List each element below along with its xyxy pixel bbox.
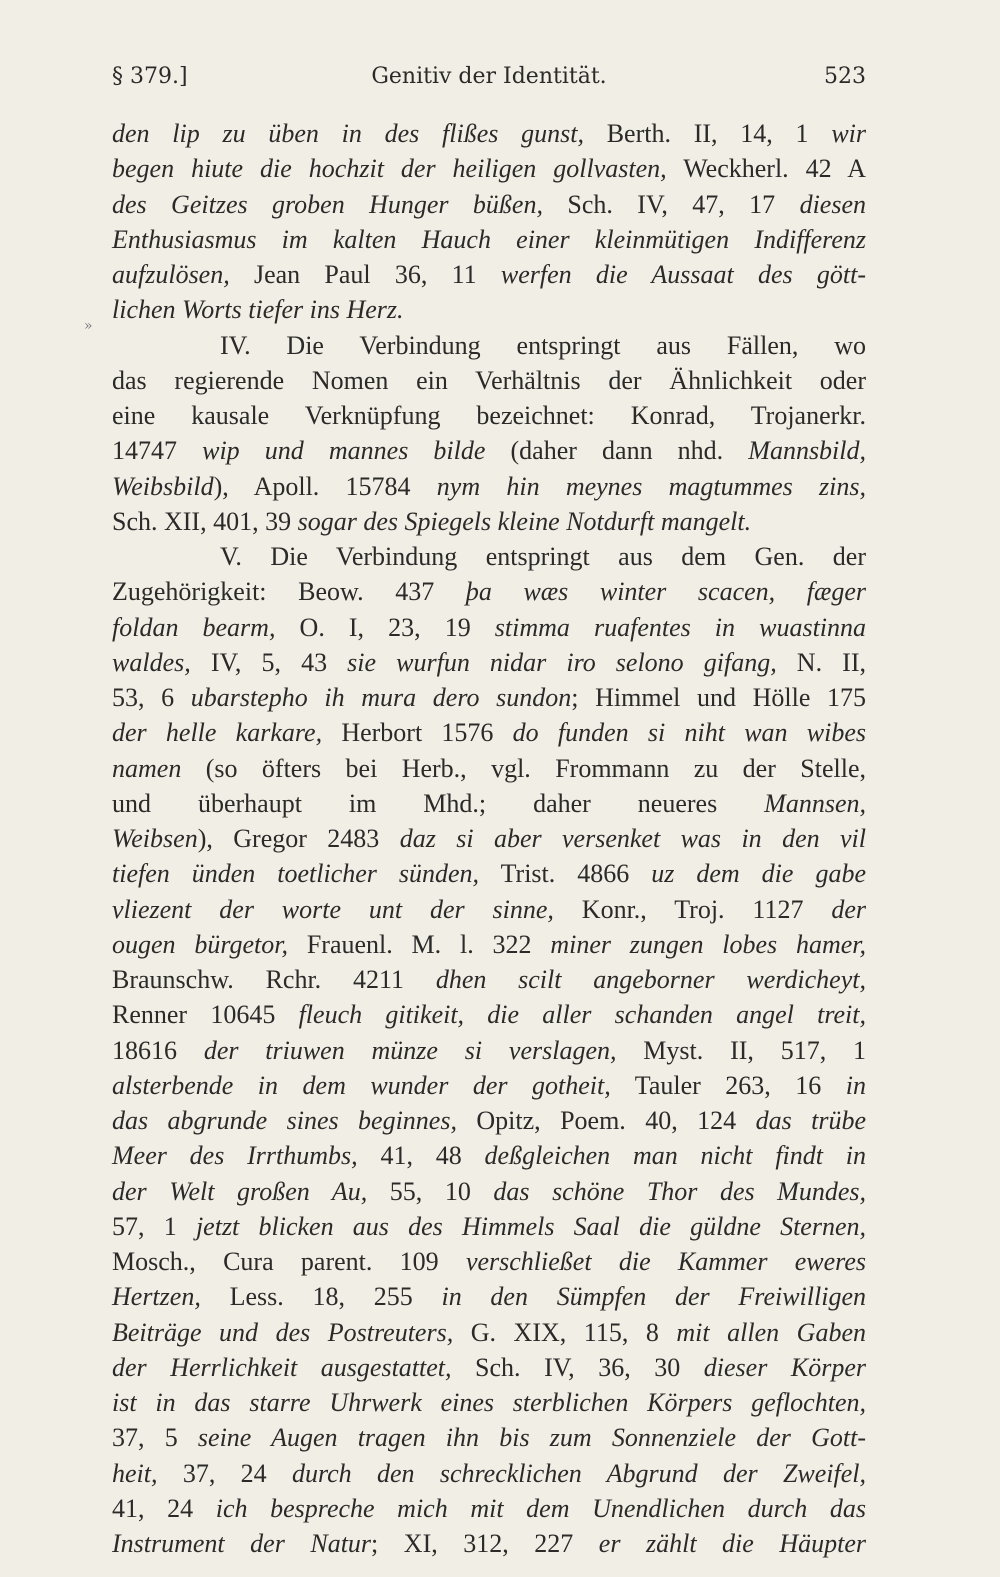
text-run: Myst. II, 517, 1	[616, 1035, 866, 1065]
text-line	[112, 1315, 866, 1350]
italic-text: fleuch gitikeit, die aller schanden angel treit,	[298, 1000, 866, 1030]
italic-text: begen hiute die hochzit der heiligen gollvasten,	[112, 154, 667, 184]
italic-text: ist in das starre Uhrwerk eines sterblichen Körpers geflochten,	[112, 1388, 866, 1417]
italic-text: stimma ruafentes in wuastinna	[494, 612, 867, 642]
text-line	[112, 363, 866, 398]
running-title: Genitiv der Identität.	[371, 64, 607, 89]
italic-text: das schöne Thor des Mundes,	[493, 1176, 866, 1206]
text-line	[112, 856, 866, 891]
text-line	[112, 1068, 866, 1103]
italic-text: in	[845, 1070, 867, 1100]
text-line	[112, 786, 866, 821]
italic-text: wir	[831, 119, 866, 148]
italic-text: der Welt großen Au,	[112, 1176, 368, 1206]
text-run: Sch. IV, 47, 17	[542, 189, 800, 219]
italic-text: Beiträge und des Postreuters,	[112, 1317, 454, 1347]
italic-text: Enthusiasmus im kalten Hauch einer kleinmütigen Indifferenz	[112, 224, 866, 254]
margin-mark: »	[84, 318, 93, 334]
italic-text: aufzulösen,	[112, 260, 230, 289]
italic-text: þa wæs winter scacen, fæger	[465, 577, 866, 607]
text-run: 57, 1	[112, 1211, 196, 1241]
italic-text: lichen Worts tiefer ins Herz.	[112, 295, 404, 325]
italic-text: ich bespreche mich mit dem Unendlichen durch das	[215, 1493, 867, 1523]
text-line	[112, 1279, 866, 1314]
text-run: (daher dann nhd.	[485, 436, 749, 466]
text-line	[112, 1033, 866, 1068]
italic-text: sie wurfun nidar iro selono gifang,	[347, 647, 777, 677]
text-line	[112, 751, 866, 786]
text-line	[112, 187, 866, 222]
italic-text: Mannsbild,	[748, 436, 867, 466]
text-run: eine kausale Verknüpfung bezeichnet: Konrad, Trojanerkr.	[112, 401, 866, 430]
text-run: 41, 24	[112, 1493, 216, 1523]
text-run: IV, 5, 43	[190, 647, 348, 677]
text-line	[112, 469, 866, 504]
text-line	[112, 328, 866, 363]
italic-text: heit,	[112, 1458, 158, 1488]
text-run: das regierende Nomen ein Verhältnis der Ähnlichkeit oder	[112, 365, 866, 395]
italic-text: daz si aber versenket was in den vil	[399, 824, 866, 853]
text-line	[112, 1491, 866, 1526]
page-number: 523	[824, 64, 866, 89]
italic-text: uz dem die gabe	[651, 859, 866, 889]
text-line	[112, 927, 866, 962]
italic-text: vliezent der worte unt der sinne,	[112, 894, 554, 924]
italic-text: seine Augen tragen ihn bis zum Sonnenziele der Gott-	[197, 1423, 867, 1453]
text-run: 55, 10	[367, 1176, 494, 1206]
text-run: Renner 10645	[112, 1000, 299, 1030]
text-run: ), Apoll. 15784	[213, 471, 437, 501]
italic-text: do funden si niht wan wibes	[512, 718, 867, 748]
text-line	[112, 1420, 866, 1455]
italic-text: er zählt die Häupter	[598, 1529, 866, 1558]
italic-text: sogar des Spiegels kleine Notdurft mangelt.	[297, 506, 752, 536]
text-line	[112, 645, 866, 680]
text-run: (so öfters bei Herb., vgl. Frommann zu der Stelle,	[181, 753, 866, 783]
text-run: O. I, 23, 19	[275, 612, 495, 642]
text-run: und überhaupt im Mhd.; daher neueres	[112, 788, 765, 818]
text-line	[112, 151, 866, 186]
text-run: Mosch., Cura parent. 109	[112, 1247, 466, 1276]
italic-text: waldes,	[112, 647, 191, 677]
text-run: N. II,	[776, 647, 866, 677]
italic-text: der triuwen münze si verslagen,	[203, 1035, 617, 1065]
italic-text: jetzt blicken aus des Himmels Saal die güldne Sternen,	[195, 1211, 867, 1241]
text-line	[112, 1209, 866, 1244]
italic-text: dhen scilt angeborner werdicheyt,	[435, 965, 866, 994]
text-line	[112, 1244, 866, 1279]
italic-text: das trübe	[755, 1106, 866, 1135]
text-run: IV. Die Verbindung entspringt aus Fällen, wo	[220, 330, 866, 360]
text-line	[112, 1138, 866, 1173]
section-number: § 379.]	[112, 64, 188, 89]
text-run: 53, 6	[112, 683, 191, 712]
italic-text: ougen bürgetor,	[112, 929, 289, 959]
italic-text: miner zungen lobes hamer,	[550, 929, 867, 959]
italic-text: diesen	[799, 189, 866, 219]
text-line	[112, 1350, 866, 1385]
text-line	[112, 222, 866, 257]
italic-text: verschließet die Kammer eweres	[465, 1247, 866, 1276]
text-line	[112, 680, 866, 715]
text-run: ; XI, 312, 227	[371, 1529, 599, 1558]
text-run: Sch. XII, 401, 39	[112, 506, 298, 536]
italic-text: Instrument der Natur	[112, 1529, 372, 1558]
italic-text: der Herrlichkeit ausgestattet,	[112, 1352, 452, 1382]
text-line	[112, 610, 866, 645]
italic-text: des Geitzes groben Hunger büßen,	[112, 189, 543, 219]
text-run: 37, 5	[112, 1423, 198, 1453]
text-line	[112, 398, 866, 433]
text-line	[112, 715, 866, 750]
text-run: Konr., Troj. 1127	[553, 894, 832, 924]
text-run: ; Himmel und Hölle 175	[571, 683, 867, 712]
text-run: Braunschw. Rchr. 4211	[112, 965, 436, 994]
text-line	[112, 1103, 866, 1138]
text-run: G. XIX, 115, 8	[453, 1317, 677, 1347]
italic-text: Hertzen,	[112, 1282, 201, 1312]
italic-text: ubarstepho ih mura dero sundon	[190, 683, 572, 712]
text-run: 41, 48	[357, 1141, 485, 1171]
italic-text: Meer des Irrthumbs,	[112, 1141, 358, 1171]
body-text	[112, 116, 866, 1561]
text-line	[112, 1174, 866, 1209]
italic-text: foldan bearm,	[112, 612, 276, 642]
italic-text: Weibsbild	[112, 471, 214, 501]
text-line	[112, 821, 866, 856]
text-run: V. Die Verbindung entspringt aus dem Gen. der	[220, 542, 866, 571]
text-line	[112, 1526, 866, 1561]
italic-text: alsterbende in dem wunder der gotheit,	[112, 1070, 611, 1100]
italic-text: der helle karkare,	[112, 718, 323, 748]
italic-text: den lip zu üben in des flißes gunst,	[112, 119, 584, 148]
italic-text: namen	[112, 753, 182, 783]
text-run: 14747	[112, 436, 203, 466]
text-run: 18616	[112, 1035, 204, 1065]
text-run: ), Gregor 2483	[197, 824, 400, 853]
italic-text: durch den schrecklichen Abgrund der Zweifel,	[291, 1458, 867, 1488]
text-line	[112, 116, 866, 151]
italic-text: dieser Körper	[703, 1352, 866, 1382]
text-run: Herbort 1576	[322, 718, 513, 748]
text-line	[112, 997, 866, 1032]
text-line	[112, 257, 866, 292]
italic-text: tiefen ünden toetlicher sünden,	[112, 859, 480, 889]
text-line	[112, 892, 866, 927]
text-line	[112, 1385, 866, 1420]
text-run: Less. 18, 255	[200, 1282, 442, 1312]
text-run: Tauler 263, 16	[610, 1070, 846, 1100]
text-run: Berth. II, 14, 1	[583, 119, 832, 148]
text-run: Jean Paul 36, 11	[229, 260, 501, 289]
italic-text: nym hin meynes magtummes zins,	[436, 471, 866, 501]
text-run: 37, 24	[157, 1458, 292, 1488]
italic-text: mit allen Gaben	[676, 1317, 866, 1347]
italic-text: Weibsen	[112, 824, 198, 853]
text-line	[112, 433, 866, 468]
italic-text: werfen die Aussaat des gött-	[500, 260, 866, 289]
text-line	[112, 1456, 866, 1491]
italic-text: Mannsen,	[764, 788, 866, 818]
text-line	[112, 292, 866, 327]
text-run: Zugehörigkeit: Beow. 437	[112, 577, 466, 607]
text-run: Frauenl. M. l. 322	[288, 929, 551, 959]
text-run: Trist. 4866	[479, 859, 652, 889]
text-line	[112, 504, 866, 539]
text-line	[112, 539, 866, 574]
italic-text: in den Sümpfen der Freiwilligen	[441, 1282, 866, 1312]
italic-text: der	[831, 894, 866, 924]
text-run: Weckherl. 42 A	[666, 154, 866, 184]
text-run: Sch. IV, 36, 30	[451, 1352, 704, 1382]
italic-text: das abgrunde sines beginnes,	[112, 1106, 457, 1135]
italic-text: deßgleichen man nicht findt in	[484, 1141, 867, 1171]
text-run: Opitz, Poem. 40, 124	[456, 1106, 756, 1135]
text-line	[112, 962, 866, 997]
text-line	[112, 574, 866, 609]
italic-text: wip und mannes bilde	[202, 436, 486, 466]
